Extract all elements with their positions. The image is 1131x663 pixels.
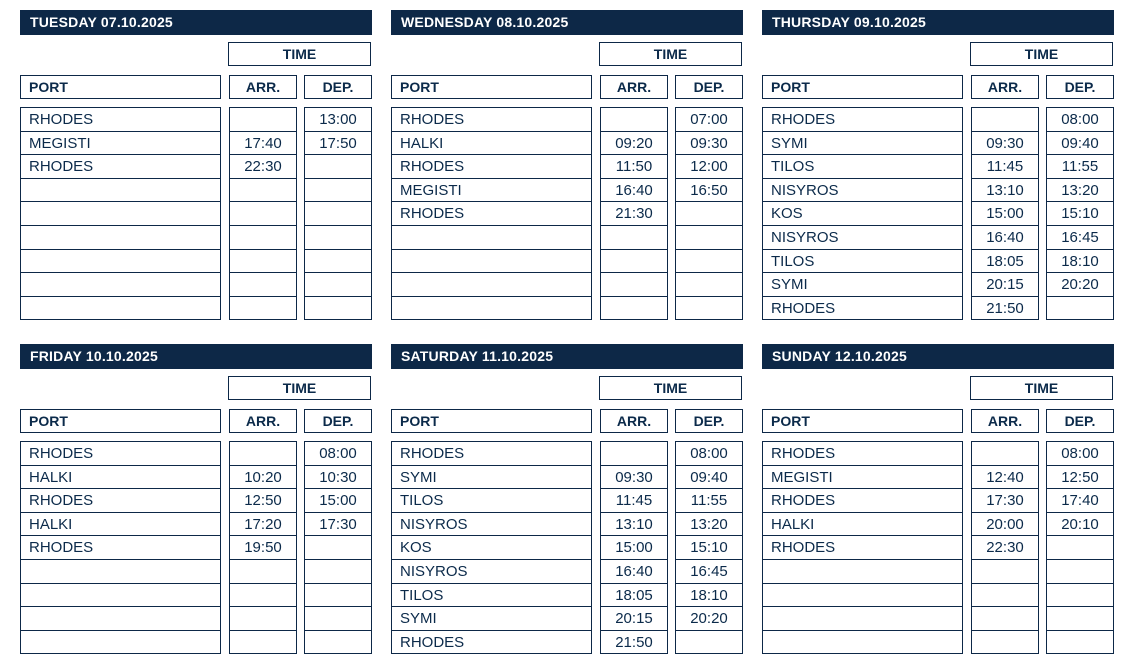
departure-time-cell: 07:00: [676, 108, 742, 132]
port-cell: [21, 202, 220, 226]
port-cell: MEGISTI: [392, 179, 591, 203]
port-cell: HALKI: [21, 466, 220, 490]
arrival-time-cell: 17:40: [230, 132, 296, 156]
departure-time-cell: 08:00: [1047, 442, 1113, 466]
arrival-time-cell: 20:15: [601, 607, 667, 631]
departure-time-cell: 12:00: [676, 155, 742, 179]
arrival-time-cell: 09:30: [972, 132, 1038, 156]
port-cell: RHODES: [21, 442, 220, 466]
day-schedule-table: [391, 344, 743, 656]
time-group-header: TIME: [599, 42, 742, 66]
port-cell: NISYROS: [392, 513, 591, 537]
port-column: [762, 441, 963, 654]
arrival-time-cell: 20:00: [972, 513, 1038, 537]
port-cell: [392, 273, 591, 297]
departure-time-cell: 09:40: [1047, 132, 1113, 156]
port-cell: [763, 607, 962, 631]
departure-time-cell: 13:00: [305, 108, 371, 132]
port-cell: HALKI: [392, 132, 591, 156]
arrival-time-cell: [601, 442, 667, 466]
departure-time-cell: 20:10: [1047, 513, 1113, 537]
arrival-time-cell: [972, 560, 1038, 584]
departure-time-cell: [1047, 536, 1113, 560]
port-cell: MEGISTI: [763, 466, 962, 490]
port-cell: SYMI: [392, 466, 591, 490]
departure-time-cell: 09:30: [676, 132, 742, 156]
time-group-header: TIME: [970, 376, 1113, 400]
dep-column: [304, 441, 372, 654]
day-title: THURSDAY 09.10.2025: [762, 10, 1114, 35]
port-column-header: PORT: [391, 409, 592, 433]
arrival-time-cell: 18:05: [601, 584, 667, 608]
port-cell: MEGISTI: [21, 132, 220, 156]
port-cell: [21, 584, 220, 608]
port-cell: RHODES: [21, 108, 220, 132]
port-cell: RHODES: [392, 442, 591, 466]
departure-time-cell: [305, 631, 371, 655]
arrival-time-cell: [972, 108, 1038, 132]
arr-column: [229, 107, 297, 320]
port-cell: TILOS: [763, 250, 962, 274]
departure-column-header: DEP.: [304, 75, 372, 99]
arrival-time-cell: [230, 202, 296, 226]
arrival-time-cell: 16:40: [972, 226, 1038, 250]
departure-time-cell: 09:40: [676, 466, 742, 490]
arrival-time-cell: 13:10: [972, 179, 1038, 203]
port-cell: [21, 631, 220, 655]
arrival-time-cell: [230, 442, 296, 466]
arrival-time-cell: 10:20: [230, 466, 296, 490]
arr-column: [971, 107, 1039, 320]
arrival-time-cell: 11:50: [601, 155, 667, 179]
arrival-time-cell: [601, 297, 667, 321]
arrival-time-cell: 17:30: [972, 489, 1038, 513]
arrival-time-cell: 16:40: [601, 179, 667, 203]
arrival-time-cell: [230, 250, 296, 274]
arrival-time-cell: 21:50: [972, 297, 1038, 321]
port-cell: TILOS: [763, 155, 962, 179]
day-schedule-table: [762, 10, 1114, 322]
departure-time-cell: [305, 607, 371, 631]
arrival-time-cell: 16:40: [601, 560, 667, 584]
departure-time-cell: 15:00: [305, 489, 371, 513]
arrival-time-cell: 11:45: [601, 489, 667, 513]
departure-time-cell: 17:40: [1047, 489, 1113, 513]
port-cell: [21, 273, 220, 297]
arrival-time-cell: 12:50: [230, 489, 296, 513]
departure-time-cell: 17:50: [305, 132, 371, 156]
port-cell: KOS: [392, 536, 591, 560]
arrival-time-cell: 19:50: [230, 536, 296, 560]
arrival-time-cell: [601, 226, 667, 250]
time-group-header: TIME: [228, 376, 371, 400]
arr-column: [600, 441, 668, 654]
dep-column: [675, 441, 743, 654]
port-column: [20, 441, 221, 654]
departure-time-cell: 16:45: [676, 560, 742, 584]
departure-time-cell: [305, 155, 371, 179]
port-cell: RHODES: [21, 489, 220, 513]
arrival-time-cell: [230, 273, 296, 297]
arr-column: [600, 107, 668, 320]
port-cell: RHODES: [392, 155, 591, 179]
arrival-time-cell: [601, 108, 667, 132]
port-cell: [21, 560, 220, 584]
port-column: [391, 107, 592, 320]
port-column-header: PORT: [762, 409, 963, 433]
port-cell: RHODES: [21, 155, 220, 179]
arrival-time-cell: 09:30: [601, 466, 667, 490]
arrival-time-cell: 21:30: [601, 202, 667, 226]
port-column-header: PORT: [762, 75, 963, 99]
arrival-time-cell: 09:20: [601, 132, 667, 156]
departure-time-cell: 20:20: [676, 607, 742, 631]
arrival-time-cell: [972, 631, 1038, 655]
arr-column: [229, 441, 297, 654]
port-cell: TILOS: [392, 584, 591, 608]
departure-time-cell: 10:30: [305, 466, 371, 490]
port-cell: [21, 226, 220, 250]
departure-column-header: DEP.: [1046, 75, 1114, 99]
arrival-time-cell: 20:15: [972, 273, 1038, 297]
departure-time-cell: [1047, 631, 1113, 655]
arrival-time-cell: 11:45: [972, 155, 1038, 179]
departure-time-cell: 18:10: [1047, 250, 1113, 274]
port-cell: RHODES: [21, 536, 220, 560]
arrival-time-cell: [972, 442, 1038, 466]
port-cell: SYMI: [763, 132, 962, 156]
arrival-column-header: ARR.: [229, 75, 297, 99]
departure-time-cell: 13:20: [1047, 179, 1113, 203]
arrival-time-cell: [230, 584, 296, 608]
departure-time-cell: 08:00: [305, 442, 371, 466]
port-cell: [392, 297, 591, 321]
arrival-time-cell: [230, 607, 296, 631]
departure-time-cell: 08:00: [676, 442, 742, 466]
port-cell: [392, 226, 591, 250]
port-column: [762, 107, 963, 320]
arrival-time-cell: 17:20: [230, 513, 296, 537]
arrival-column-header: ARR.: [971, 409, 1039, 433]
departure-time-cell: 11:55: [1047, 155, 1113, 179]
day-schedule-table: [20, 344, 372, 656]
time-group-header: TIME: [228, 42, 371, 66]
day-title: SUNDAY 12.10.2025: [762, 344, 1114, 369]
port-cell: RHODES: [763, 489, 962, 513]
departure-time-cell: [305, 584, 371, 608]
port-cell: [21, 607, 220, 631]
departure-time-cell: [676, 250, 742, 274]
time-group-header: TIME: [599, 376, 742, 400]
port-column-header: PORT: [391, 75, 592, 99]
departure-column-header: DEP.: [675, 409, 743, 433]
port-cell: RHODES: [392, 108, 591, 132]
departure-time-cell: 16:45: [1047, 226, 1113, 250]
port-cell: RHODES: [392, 631, 591, 655]
arrival-time-cell: [230, 297, 296, 321]
arrival-time-cell: 18:05: [972, 250, 1038, 274]
dep-column: [675, 107, 743, 320]
port-cell: [763, 584, 962, 608]
port-cell: RHODES: [763, 536, 962, 560]
departure-time-cell: [305, 226, 371, 250]
time-group-header: TIME: [970, 42, 1113, 66]
arrival-time-cell: 15:00: [601, 536, 667, 560]
departure-time-cell: [1047, 560, 1113, 584]
arrival-time-cell: 21:50: [601, 631, 667, 655]
dep-column: [1046, 441, 1114, 654]
departure-time-cell: 16:50: [676, 179, 742, 203]
day-schedule-table: [20, 10, 372, 322]
departure-time-cell: 13:20: [676, 513, 742, 537]
port-cell: SYMI: [763, 273, 962, 297]
port-cell: [392, 250, 591, 274]
arrival-time-cell: [230, 226, 296, 250]
port-cell: HALKI: [763, 513, 962, 537]
departure-time-cell: [305, 297, 371, 321]
departure-time-cell: 17:30: [305, 513, 371, 537]
day-title: WEDNESDAY 08.10.2025: [391, 10, 743, 35]
port-cell: HALKI: [21, 513, 220, 537]
arr-column: [971, 441, 1039, 654]
day-title: TUESDAY 07.10.2025: [20, 10, 372, 35]
departure-time-cell: [676, 226, 742, 250]
port-cell: [21, 250, 220, 274]
port-cell: RHODES: [763, 297, 962, 321]
port-cell: [21, 179, 220, 203]
departure-time-cell: [1047, 584, 1113, 608]
arrival-time-cell: [230, 631, 296, 655]
port-cell: NISYROS: [763, 226, 962, 250]
port-cell: RHODES: [763, 108, 962, 132]
departure-time-cell: [305, 536, 371, 560]
arrival-time-cell: [230, 560, 296, 584]
departure-time-cell: 20:20: [1047, 273, 1113, 297]
arrival-column-header: ARR.: [971, 75, 1039, 99]
port-cell: [21, 297, 220, 321]
departure-time-cell: 15:10: [1047, 202, 1113, 226]
departure-time-cell: [305, 202, 371, 226]
departure-time-cell: [305, 250, 371, 274]
departure-time-cell: 18:10: [676, 584, 742, 608]
arrival-column-header: ARR.: [600, 409, 668, 433]
port-cell: [763, 560, 962, 584]
departure-column-header: DEP.: [675, 75, 743, 99]
port-cell: NISYROS: [392, 560, 591, 584]
port-column: [391, 441, 592, 654]
arrival-time-cell: [601, 250, 667, 274]
arrival-time-cell: 22:30: [972, 536, 1038, 560]
day-title: FRIDAY 10.10.2025: [20, 344, 372, 369]
arrival-time-cell: 12:40: [972, 466, 1038, 490]
arrival-time-cell: [601, 273, 667, 297]
port-cell: [763, 631, 962, 655]
port-column: [20, 107, 221, 320]
arrival-time-cell: 13:10: [601, 513, 667, 537]
day-schedule-table: [762, 344, 1114, 656]
arrival-time-cell: 22:30: [230, 155, 296, 179]
departure-time-cell: [1047, 607, 1113, 631]
port-cell: RHODES: [763, 442, 962, 466]
departure-time-cell: [305, 273, 371, 297]
departure-time-cell: [676, 297, 742, 321]
arrival-column-header: ARR.: [229, 409, 297, 433]
port-cell: KOS: [763, 202, 962, 226]
departure-time-cell: 12:50: [1047, 466, 1113, 490]
departure-column-header: DEP.: [304, 409, 372, 433]
departure-time-cell: 08:00: [1047, 108, 1113, 132]
departure-column-header: DEP.: [1046, 409, 1114, 433]
day-schedule-table: [391, 10, 743, 322]
port-column-header: PORT: [20, 409, 221, 433]
arrival-time-cell: 15:00: [972, 202, 1038, 226]
port-cell: SYMI: [392, 607, 591, 631]
departure-time-cell: [676, 631, 742, 655]
arrival-time-cell: [972, 584, 1038, 608]
dep-column: [1046, 107, 1114, 320]
arrival-time-cell: [230, 179, 296, 203]
port-cell: TILOS: [392, 489, 591, 513]
port-cell: NISYROS: [763, 179, 962, 203]
arrival-column-header: ARR.: [600, 75, 668, 99]
departure-time-cell: [676, 273, 742, 297]
departure-time-cell: 11:55: [676, 489, 742, 513]
departure-time-cell: 15:10: [676, 536, 742, 560]
departure-time-cell: [305, 560, 371, 584]
port-column-header: PORT: [20, 75, 221, 99]
port-cell: RHODES: [392, 202, 591, 226]
arrival-time-cell: [230, 108, 296, 132]
day-title: SATURDAY 11.10.2025: [391, 344, 743, 369]
departure-time-cell: [676, 202, 742, 226]
departure-time-cell: [305, 179, 371, 203]
arrival-time-cell: [972, 607, 1038, 631]
dep-column: [304, 107, 372, 320]
departure-time-cell: [1047, 297, 1113, 321]
